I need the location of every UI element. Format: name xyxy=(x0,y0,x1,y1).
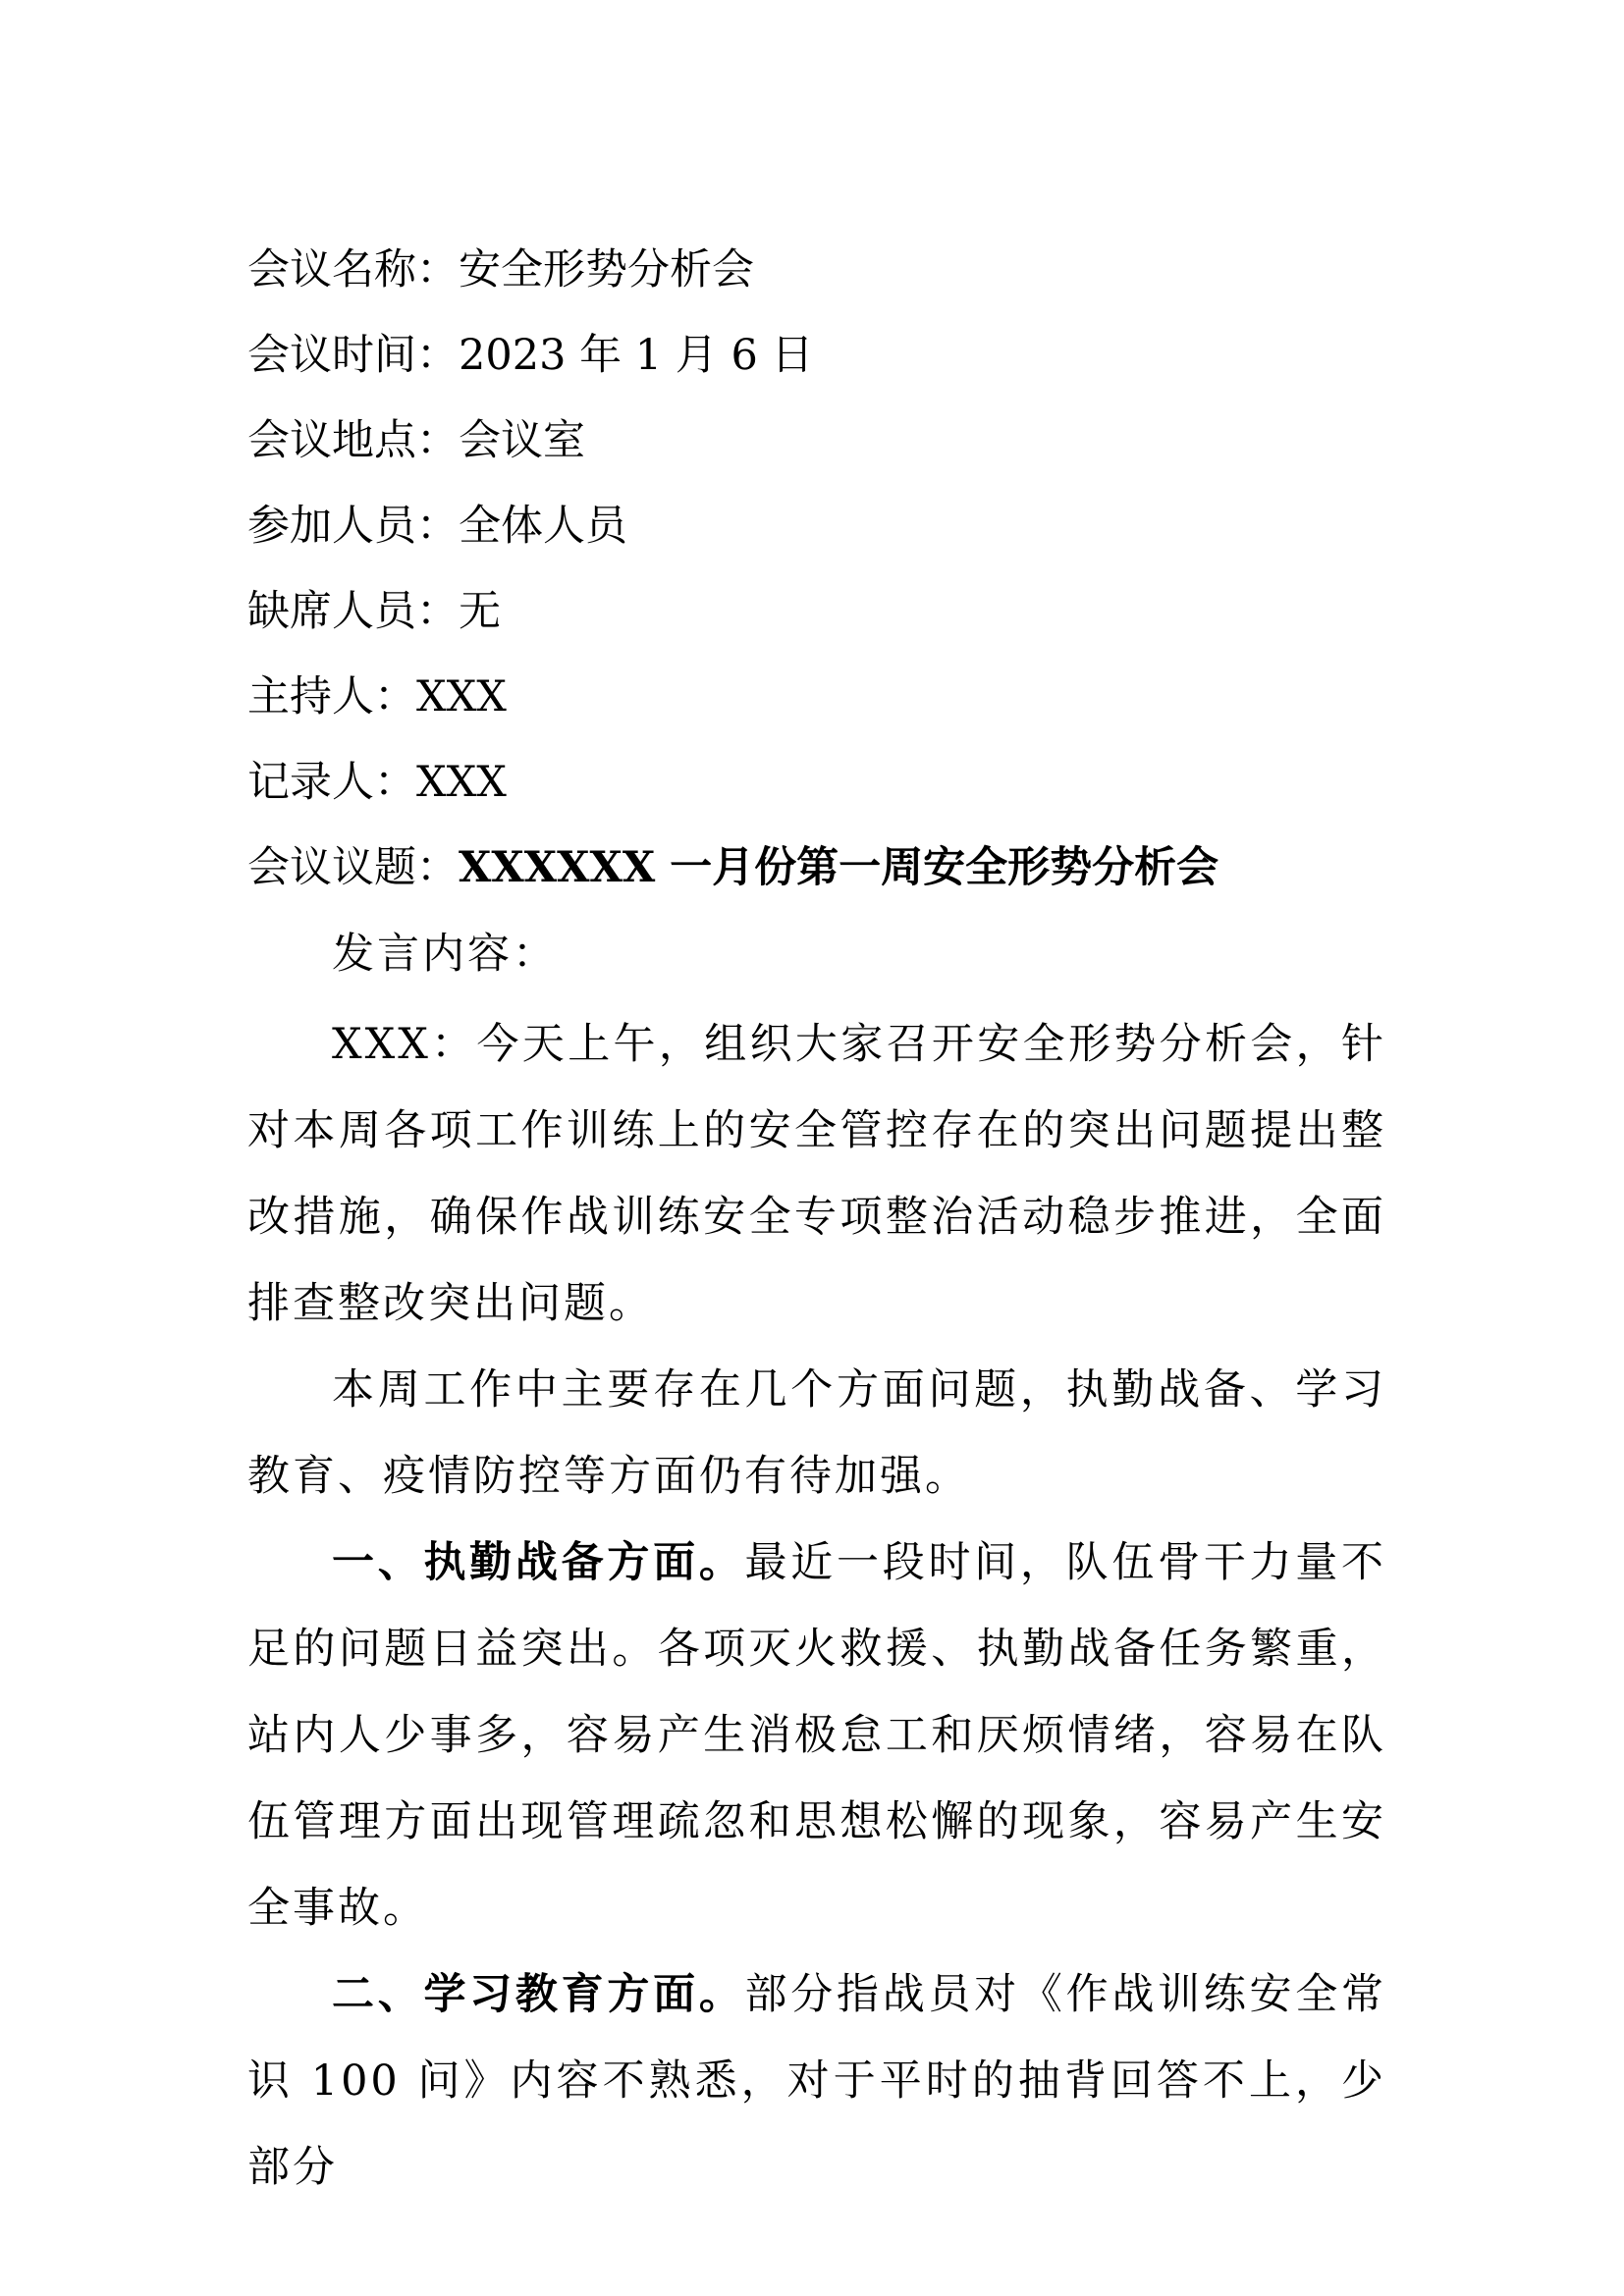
host-line xyxy=(247,655,1386,740)
document-page xyxy=(247,228,1386,2211)
absentees-line xyxy=(247,569,1386,655)
meeting-location-value: 会议室 xyxy=(459,416,585,465)
absentees-label: 缺席人员： xyxy=(247,587,459,636)
meeting-location-label: 会议地点： xyxy=(247,416,459,465)
speech-paragraph-2: 本周工作中主要存在几个方面问题，执勤战备、学习教育、疫情防控等方面仍有待加强。 xyxy=(247,1365,1386,1501)
topic-line xyxy=(247,826,1386,911)
topic-label: 会议议题： xyxy=(247,843,459,892)
meeting-name-label: 会议名称： xyxy=(247,245,459,294)
attendees-line xyxy=(247,484,1386,569)
host-value: XXX xyxy=(416,672,507,721)
section-2-title: 二、学习教育方面。 xyxy=(332,1970,745,2019)
meeting-name-value: 安全形势分析会 xyxy=(459,245,754,294)
host-label: 主持人： xyxy=(247,672,416,721)
section-1-title: 一、执勤战备方面。 xyxy=(332,1538,745,1587)
recorder-line xyxy=(247,740,1386,826)
attendees-label: 参加人员： xyxy=(247,502,459,551)
meeting-location-line xyxy=(247,399,1386,484)
meeting-time-line xyxy=(247,313,1386,399)
speech-heading: 发言内容： xyxy=(332,930,558,979)
absentees-value: 无 xyxy=(459,587,501,636)
section-2-paragraph xyxy=(247,1951,1386,2211)
meeting-time-value: 2023 年 1 月 6 日 xyxy=(459,331,814,380)
section-2-text: 部分指战员对《作战训练安全常识 100 问》内容不熟悉，对于平时的抽背回答不上，少部分 xyxy=(247,1970,1387,2192)
recorder-label: 记录人： xyxy=(247,758,416,807)
speech-paragraph-1: XXX：今天上午，组织大家召开安全形势分析会，针对本周各项工作训练上的安全管控存在的突出问题提出整改措施，确保作战训练安全专项整治活动稳步推进，全面排查整改突出问题。 xyxy=(247,1020,1386,1328)
topic-value: XXXXXX 一月份第一周安全形势分析会 xyxy=(459,843,1219,892)
section-1-text: 最近一段时间，队伍骨干力量不足的问题日益突出。各项灭火救援、执勤战备任务繁重，站内人少事多，容易产生消极怠工和厌烦情绪，容易在队伍管理方面出现管理疏忽和思想松懈的现象，容易产生安全事故。 xyxy=(247,1538,1387,1933)
meeting-time-label: 会议时间： xyxy=(247,331,459,380)
section-1-paragraph xyxy=(247,1520,1386,1951)
recorder-value: XXX xyxy=(416,758,507,807)
attendees-value: 全体人员 xyxy=(459,502,627,551)
meeting-name-line xyxy=(247,228,1386,313)
